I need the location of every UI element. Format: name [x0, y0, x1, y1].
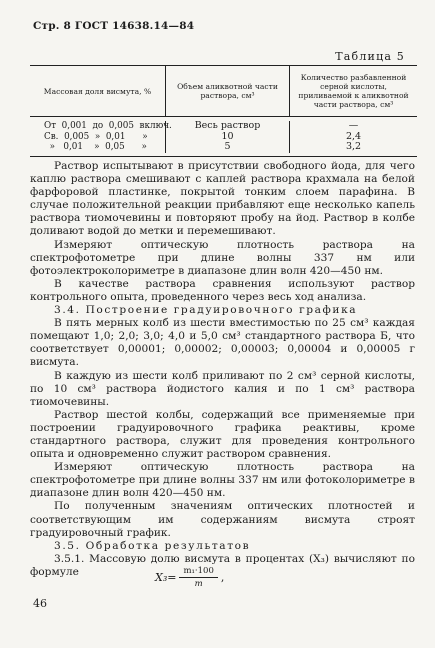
paragraph: В каждую из шести колб приливают по 2 см³ серной кислоты, по 10 см³ раствора йодистого калия и по 1 см³ раствора тиомочевины.: [30, 369, 415, 408]
paragraph: Раствор испытывают в присутствии свободного йода, для чего каплю раствора смешивают с каплей раствора крахмала на белой фарфоровой пластинке, покрытой тонким слоем парафина. В случае положительной реакции прибавляют еще несколько капель раствора тиомочевины и повторяют пробу на йод. Раствор в колбе доливают водой до метки и перемешивают.: [30, 160, 415, 238]
table-cell: 10: [166, 132, 290, 143]
table-row: [30, 142, 417, 153]
table-cell: Весь раствор: [166, 121, 290, 132]
table-cell: 5: [166, 142, 290, 153]
body-text: [30, 160, 415, 579]
paragraph: 3.5.1. Массовую долю висмута в процентах (X₃) вычисляют по формуле: [30, 552, 415, 578]
data-table: [30, 65, 417, 157]
table-label: Таблица 5: [335, 50, 405, 63]
page-number: 46: [33, 597, 47, 610]
table-cell: Св. 0,005 » 0,01 »: [30, 132, 166, 143]
table-row: [30, 121, 417, 132]
table-header-cell: Объем аликвотной части раствора, см³: [166, 66, 290, 116]
table-cell: 3,2: [345, 141, 362, 152]
paragraph: Раствор шестой колбы, содержащий все применяемые при построении градуировочного графика реактивы, кроме стандартного раствора, служит для проведения контрольного опыта и одновременно служит раствором сравнения.: [30, 408, 415, 461]
table-cell: 2,4: [345, 130, 362, 142]
table-header-cell: Количество разбавленной серной кислоты, приливаемой к аликвотной части раствора, см³: [298, 73, 409, 109]
table-header-cell: Массовая доля висмута, %: [30, 66, 166, 116]
formula-trail: ,: [220, 571, 225, 584]
formula: [155, 566, 224, 589]
table-body: [30, 117, 417, 156]
formula-fraction: [179, 566, 217, 589]
formula-numerator: m₁·100: [179, 566, 217, 578]
formula-lhs: X₃=: [155, 571, 177, 584]
section-heading-3-4: 3.4. Построение градуировочного графика: [54, 304, 358, 317]
paragraph: Измеряют оптическую плотность раствора на спектрофотометре при длине волны 337 нм или фотоэлектроколориметре в диапазоне длин волн 420—450 нм.: [30, 238, 415, 277]
paragraph: Измеряют оптическую плотность раствора на спектрофотометре при длине волны 337 нм или фотоколориметре в диапазоне длин волн 420—450 нм.: [30, 461, 415, 500]
table-cell: » 0,01 » 0,05 »: [30, 142, 166, 153]
paragraph: В пять мерных колб из шести вместимостью по 25 см³ каждая помещают 1,0; 2,0; 3,0; 4,0 и 5,0 см³ стандартного раствора Б, что соответствует 0,00001; 0,00002; 0,00003; 0,00004 и 0,00005 г висмута.: [30, 317, 415, 369]
section-heading-3-5: 3.5. Обработка результатов: [54, 539, 251, 552]
table-header-row: [30, 66, 417, 117]
paragraph: По полученным значениям оптических плотностей и соответствующим им содержаниям висмута строят градуировочный график.: [30, 500, 415, 539]
table-cell: От 0,001 до 0,005 включ.: [30, 121, 166, 132]
table-cell: —: [348, 120, 359, 131]
paragraph: В качестве раствора сравнения используют раствор контрольного опыта, проведенного через весь ход анализа.: [30, 277, 415, 303]
page-header: Стр. 8 ГОСТ 14638.14—84: [33, 20, 195, 32]
formula-denominator: m: [194, 579, 203, 589]
